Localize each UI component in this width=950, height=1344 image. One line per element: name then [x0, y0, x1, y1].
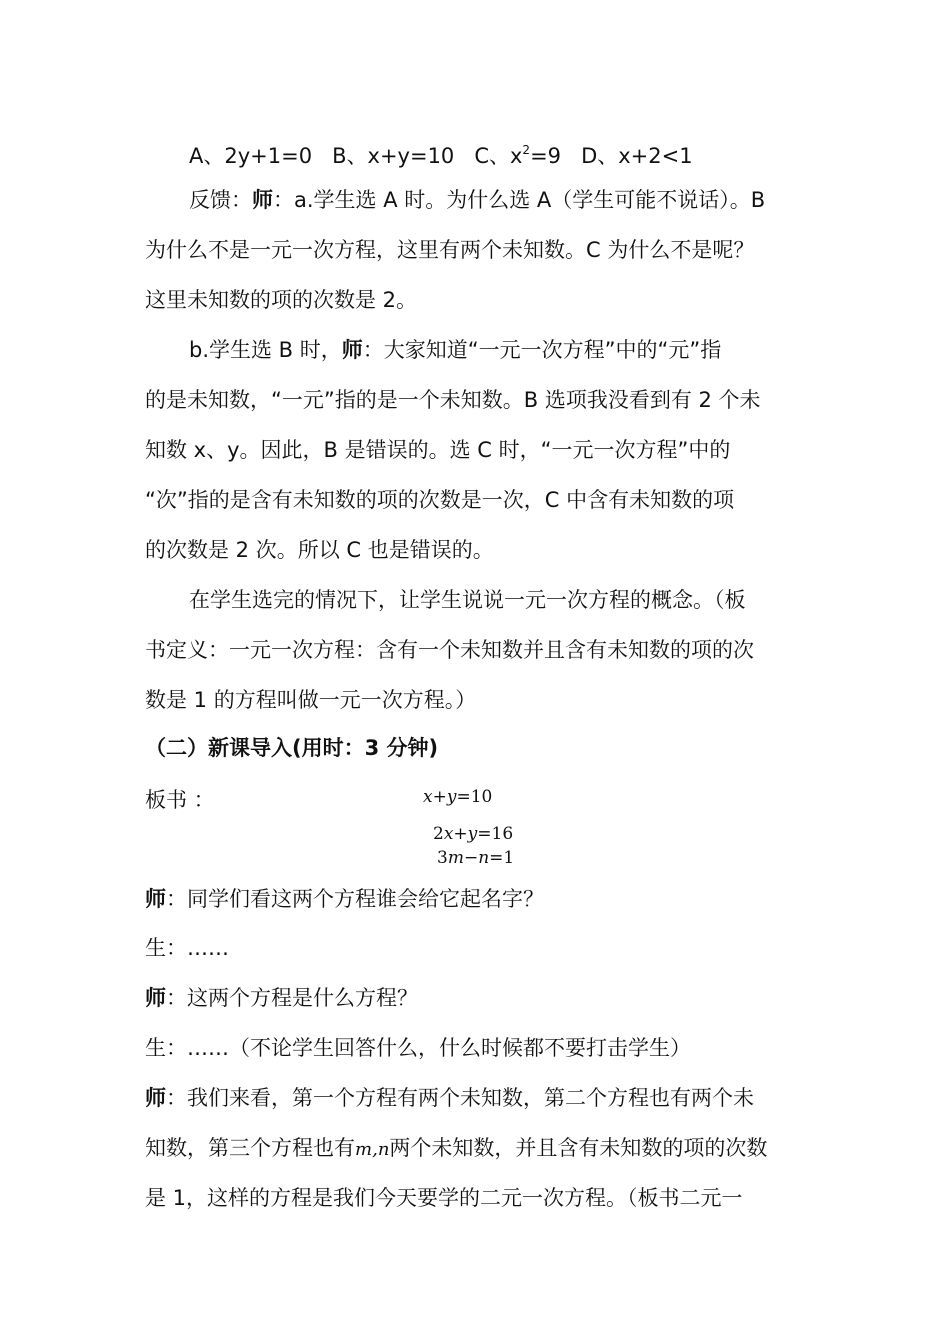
dialogue-line: 师：同学们看这两个方程谁会给它起名字？ — [145, 887, 544, 911]
choice-b-line-3: 知数 x、y。因此，B 是错误的。选 C 时，“一元一次方程”中的 — [145, 438, 731, 462]
speaker-teacher: 师 — [252, 188, 273, 212]
feedback-line-3: 这里未知数的项的次数是 2。 — [145, 288, 418, 312]
speaker-student: 生 — [145, 936, 166, 960]
variable-m: m — [355, 1139, 373, 1160]
closing-line-3: 是 1，这样的方程是我们今天要学的二元一次方程。（板书二元一 — [145, 1186, 743, 1210]
feedback-line-1: 反馈：师：a.学生选 A 时。为什么选 A（学生可能不说话）。B — [189, 188, 766, 212]
choice-b-line-2: 的是未知数，“一元”指的是一个未知数。B 选项我没看到有 2 个未 — [145, 388, 761, 412]
equation-1: x+y=10 — [423, 787, 493, 807]
option-d: D、x+2<1 — [581, 144, 693, 168]
speaker-student: 生 — [145, 1036, 166, 1060]
options-line — [189, 135, 805, 171]
variable-n: n — [377, 1139, 390, 1160]
option-c-exponent: 2 — [522, 143, 531, 157]
feedback-line-2: 为什么不是一元一次方程，这里有两个未知数。C 为什么不是呢？ — [145, 238, 755, 262]
option-a: A、2y+1=0 — [189, 144, 313, 168]
option-b: B、x+y=10 — [332, 144, 455, 168]
option-c: C、$x^2=9$ — [474, 143, 562, 168]
choice-b-line-4: “次”指的是含有未知数的项的次数是一次，C 中含有未知数的项 — [145, 488, 735, 512]
speaker-teacher: 师 — [145, 887, 166, 911]
dialogue-line: 生：…… — [145, 936, 229, 960]
speaker-teacher: 师 — [341, 338, 363, 362]
closing-line-2: 知数，第三个方程也有m,n两个未知数，并且含有未知数的项的次数 — [145, 1136, 768, 1160]
dialogue-line: 师：这两个方程是什么方程？ — [145, 986, 418, 1010]
closing-line-1: 师：我们来看，第一个方程有两个未知数，第二个方程也有两个未 — [145, 1086, 754, 1110]
speaker-teacher: 师 — [145, 1086, 166, 1110]
equation-3: 3m−n=1 — [437, 848, 515, 868]
dialogue-line: 生：……（不论学生回答什么，什么时候都不要打击学生） — [145, 1036, 691, 1060]
section-heading: （二）新课导入(用时：3 分钟) — [145, 736, 439, 760]
definition-line-2: 书定义：一元一次方程：含有一个未知数并且含有未知数的项的次 — [145, 638, 754, 662]
board-label: 板书 ： — [145, 788, 215, 812]
definition-line-1: 在学生选完的情况下，让学生说说一元一次方程的概念。（板 — [189, 588, 746, 612]
equation-2: 2x+y=16 — [433, 824, 514, 844]
choice-b-line-5: 的次数是 2 次。所以 C 也是错误的。 — [145, 538, 494, 562]
choice-b-line-1: b.学生选 B 时，师：大家知道“一元一次方程”中的“元”指 — [189, 338, 722, 362]
definition-line-3: 数是 1 的方程叫做一元一次方程。） — [145, 688, 477, 712]
speaker-teacher: 师 — [145, 986, 166, 1010]
